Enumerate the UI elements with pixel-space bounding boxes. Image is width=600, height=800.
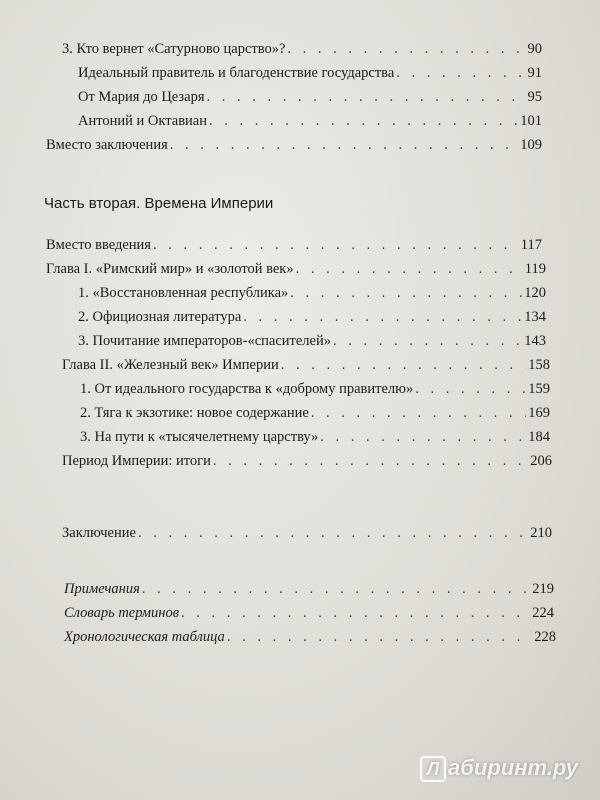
toc-entry-page: 120	[524, 285, 546, 301]
leader-dots	[243, 308, 522, 326]
toc-entry-title: Хронологическая таблица	[64, 629, 225, 645]
toc-entry-appendix	[64, 580, 554, 598]
toc-entry	[62, 40, 542, 58]
leader-dots	[287, 40, 525, 58]
leader-dots	[142, 580, 530, 598]
toc-entry	[62, 452, 552, 470]
leader-dots	[153, 236, 519, 254]
toc-entry-page: 134	[524, 309, 546, 325]
toc-entry-title: Глава I. «Римский мир» и «золотой век»	[46, 261, 294, 277]
leader-dots	[396, 64, 525, 82]
toc-entry-page: 219	[532, 581, 554, 597]
toc-entry-page: 169	[528, 405, 550, 421]
toc-entry-page: 91	[527, 65, 542, 81]
leader-dots	[170, 136, 519, 154]
leader-dots	[181, 604, 530, 622]
toc-entry-title: Антоний и Октавиан	[78, 113, 207, 129]
toc-entry	[46, 236, 542, 254]
toc-entry	[78, 112, 542, 130]
toc-entry-page: 117	[520, 237, 542, 253]
toc-entry	[78, 308, 546, 326]
toc-entry-page: 206	[530, 453, 552, 469]
toc-entry-title: Идеальный правитель и благоденствие государства	[78, 65, 395, 81]
toc-entry-title: Примечания	[64, 581, 140, 597]
toc-entry-title: 2. Официозная литература	[78, 309, 242, 325]
toc-entry-title: 2. Тяга к экзотике: новое содержание	[80, 405, 309, 421]
toc-entry	[62, 356, 550, 374]
toc-entry-appendix	[64, 628, 556, 646]
toc-entry-title: 3. Почитание императоров-«спасителей»	[78, 333, 331, 349]
toc-entry	[46, 260, 546, 278]
toc-entry-title: 1. От идеального государства к «доброму правителю»	[80, 381, 414, 397]
toc-entry	[78, 332, 546, 350]
toc-entry-title: 3. На пути к «тысячелетнему царству»	[80, 429, 319, 445]
leader-dots	[138, 524, 528, 542]
toc-entry-title: Словарь терминов	[64, 605, 180, 621]
toc-entry-page: 90	[527, 41, 542, 57]
leader-dots	[333, 332, 522, 350]
toc-entry	[78, 88, 542, 106]
leader-dots	[311, 404, 526, 422]
toc-entry	[46, 136, 542, 154]
toc-entry-page: 210	[530, 525, 552, 541]
toc-entry-title: Вместо введения	[46, 237, 151, 253]
leader-dots	[213, 452, 528, 470]
toc-entry-title: 3. Кто вернет «Сатурново царство»?	[62, 41, 286, 57]
toc-entry-appendix	[64, 604, 554, 622]
toc-entry	[78, 284, 546, 302]
toc-entry-page: 159	[528, 381, 550, 397]
toc-entry-title: Вместо заключения	[46, 137, 168, 153]
leader-dots	[296, 260, 523, 278]
leader-dots	[290, 284, 522, 302]
toc-entry-page: 158	[528, 357, 550, 373]
toc-entry-page: 109	[520, 137, 542, 153]
leader-dots	[281, 356, 527, 374]
toc-entry	[80, 404, 550, 422]
leader-dots	[415, 380, 526, 398]
toc-entry-page: 184	[528, 429, 550, 445]
toc-entry-title: Заключение	[62, 525, 136, 541]
toc-entry	[80, 380, 550, 398]
toc-entry-title: Период Империи: итоги	[62, 453, 211, 469]
watermark-text: абиринт.ру	[448, 755, 578, 780]
toc-entry-title: От Мария до Цезаря	[78, 89, 205, 105]
toc-entry-title: 1. «Восстановленная республика»	[78, 285, 289, 301]
toc-entry-conclusion	[62, 524, 552, 542]
part-heading: Часть вторая. Времена Империи	[44, 195, 274, 212]
watermark-logo	[420, 755, 578, 782]
leader-dots	[207, 88, 526, 106]
toc-entry-page: 228	[534, 629, 556, 645]
toc-entry-page: 143	[524, 333, 546, 349]
toc-entry-page: 224	[532, 605, 554, 621]
toc-entry	[78, 64, 542, 82]
leader-dots	[227, 628, 532, 646]
toc-entry-page: 101	[520, 113, 542, 129]
toc-entry-page: 119	[524, 261, 546, 277]
toc-entry-title: Глава II. «Железный век» Империи	[62, 357, 279, 373]
toc-entry-page: 95	[527, 89, 542, 105]
leader-dots	[209, 112, 518, 130]
toc-entry	[80, 428, 550, 446]
watermark-mark-icon: Л	[420, 756, 446, 782]
leader-dots	[320, 428, 526, 446]
